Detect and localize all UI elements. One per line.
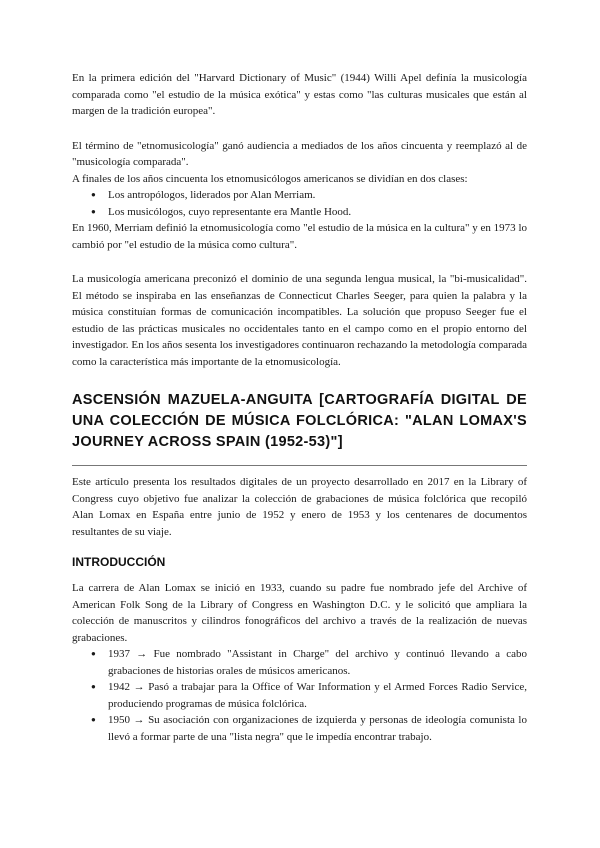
paragraph-harvard-dictionary: En la primera edición del "Harvard Dictionary of Music" (1944) Willi Apel definía la musicología comparada como "el estudio de la música exótica" y estas como "las culturas musicales que están al margen de la tradición europea".: [72, 72, 527, 117]
section-divider: [72, 465, 527, 466]
bullet-icon: [91, 204, 96, 221]
list-item: ● Los musicólogos, cuyo representante era Mantle Hood.: [72, 204, 527, 221]
intro-paragraph: La carrera de Alan Lomax se inició en 1933, cuando su padre fue nombrado jefe del Archive of American Folk Song de la Library of Congress en Washington D.C. y le solicitó que ampliara la colección de manuscritos y cilindros fonográficos del archivo a través de la realización de nuevas grabaciones.: [72, 582, 527, 644]
section-title: ASCENSIÓN MAZUELA-ANGUITA [CARTOGRAFÍA DIGITAL DE UNA COLECCIÓN DE MÚSICA FOLCLÓRICA: "ALAN LOMAX'S JOURNEY ACROSS SPAIN (1952-53)"]: [72, 392, 527, 450]
bullet-icon: [91, 679, 96, 696]
paragraph-bi-musicalidad: La musicología americana preconizó el dominio de una segunda lengua musical, la "bi-musicalidad". El método se inspiraba en las enseñanzas de Connecticut Charles Seeger, para quien la palabra y la música constituían formas de comunicación incompatibles. La solución que propuso Seeger fue el estudio de las prácticas musicales no occidentales tanto en el campo como en el propio entorno del investigador. En los años sesenta los investigadores continuaron rechazando la metodología comparada como la característica más importante de la etnomusicología.: [72, 273, 527, 368]
intro-heading: INTRODUCCIÓN: [72, 555, 166, 569]
bullet-icon: [91, 187, 96, 204]
paragraph-two-classes: A finales de los años cincuenta los etnomusicólogos americanos se dividían en dos clases:: [72, 172, 468, 185]
list-item: ● 1942 → Pasó a trabajar para la Office of War Information y el Armed Forces Radio Service, produciendo programas de música folclórica.: [72, 679, 527, 712]
paragraph-etnomusicologia-term: El término de "etnomusicología" ganó audiencia a mediados de los años cincuenta y reemplazó al de "musicología comparada".: [72, 139, 527, 168]
bullet-icon: [91, 646, 96, 663]
bullet-icon: [91, 712, 96, 729]
list-item: ● 1937 → Fue nombrado "Assistant in Charge" del archivo y continuó llevando a cabo grabaciones de historias orales de músicos americanos.: [72, 646, 527, 679]
list-item: ● Los antropólogos, liderados por Alan Merriam.: [72, 187, 527, 204]
list-item: ● 1950 → Su asociación con organizaciones de izquierda y personas de ideología comunista lo llevó a formar parte de una "lista negra" que le impedía encontrar trabajo.: [72, 712, 527, 745]
career-list: [72, 646, 527, 745]
abstract-paragraph: Este artículo presenta los resultados digitales de un proyecto desarrollado en 2017 en la Library of Congress cuyo objetivo fue analizar la colección de grabaciones de música folclórica que recopiló Alan Lomax en España entre junio de 1952 y enero de 1953 y los centenares de documentos resultantes de su viaje.: [72, 476, 527, 538]
document-body: [72, 70, 527, 745]
paragraph-merriam-definition: En 1960, Merriam definió la etnomusicología como "el estudio de la música en la cultura" y en 1973 lo cambió por "el estudio de la música como cultura".: [72, 222, 527, 251]
classes-list: [72, 187, 527, 220]
